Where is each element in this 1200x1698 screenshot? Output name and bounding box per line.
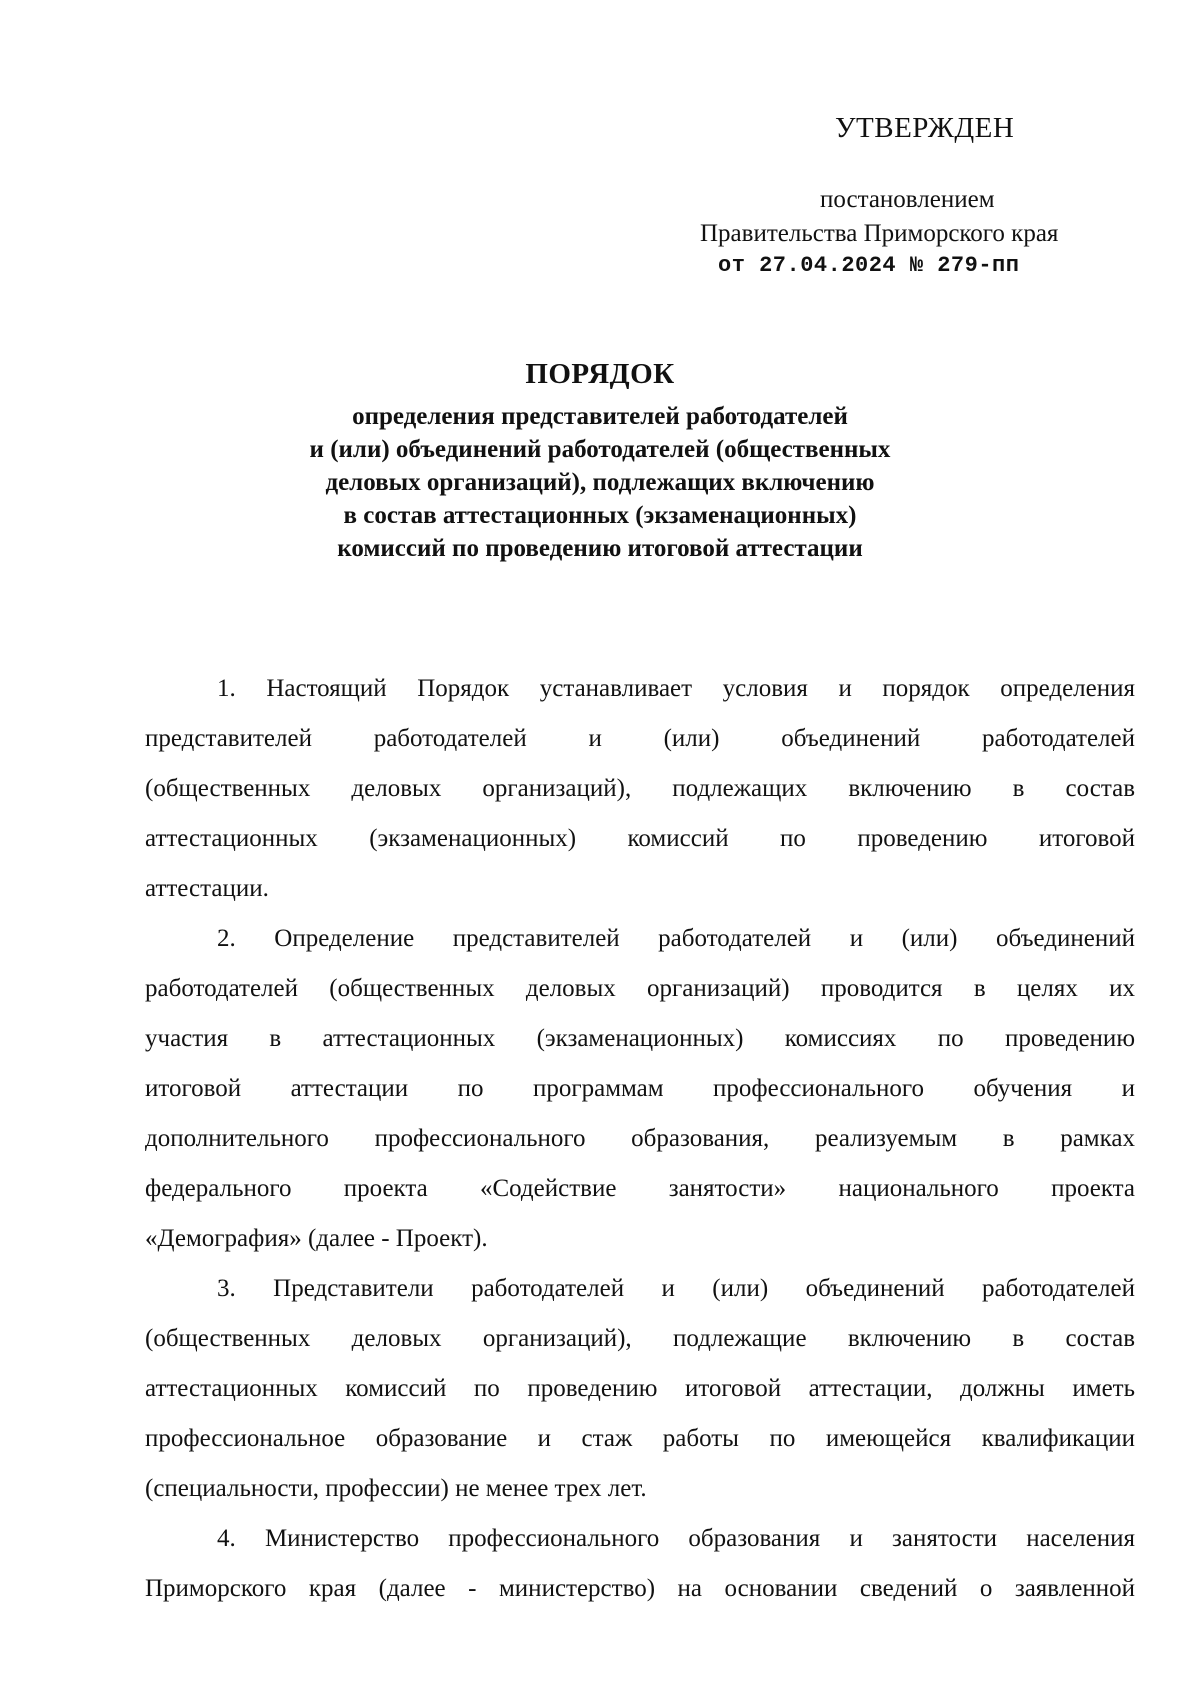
paragraph-line: (общественных деловых организаций), подлежащих включению в состав [145, 775, 1135, 802]
paragraph-line: (специальности, профессии) не менее трех лет. [145, 1475, 647, 1502]
paragraph-line: дополнительного профессионального образования, реализуемым в рамках [145, 1125, 1135, 1152]
paragraph-1 [145, 664, 1135, 914]
paragraph-line: представителей работодателей и (или) объединений работодателей [145, 725, 1135, 752]
subtitle-line: и (или) объединений работодателей (общественных [309, 436, 891, 463]
document-subtitle [0, 400, 1200, 565]
paragraph-2 [145, 914, 1135, 1264]
paragraph-line: аттестации. [145, 875, 269, 902]
paragraph-line: аттестационных (экзаменационных) комиссий по проведению итоговой [145, 825, 1135, 852]
paragraph-line: 3. Представители работодателей и (или) объединений работодателей [217, 1275, 1135, 1302]
document-body [145, 664, 1135, 1614]
subtitle-line: в состав аттестационных (экзаменационных) [343, 502, 857, 529]
paragraph-line: 2. Определение представителей работодателей и (или) объединений [217, 925, 1135, 952]
paragraph-line: 4. Министерство профессионального образования и занятости населения [217, 1525, 1135, 1552]
document-title: ПОРЯДОК [525, 358, 675, 390]
paragraph-line: участия в аттестационных (экзаменационных) комиссиях по проведению [145, 1025, 1135, 1052]
approval-line-resolution: постановлением [820, 186, 995, 213]
paragraph-line: федерального проекта «Содействие занятости» национального проекта [145, 1175, 1135, 1202]
paragraph-4 [145, 1514, 1135, 1614]
approval-title: УТВЕРЖДЕН [835, 112, 1015, 144]
paragraph-line: работодателей (общественных деловых организаций) проводится в целях их [145, 975, 1135, 1002]
paragraph-line: Приморского края (далее - министерство) на основании сведений о заявленной [145, 1575, 1135, 1602]
paragraph-line: «Демография» (далее - Проект). [145, 1225, 488, 1252]
approval-date-number-stamp: от 27.04.2024 № 279-пп [718, 253, 1020, 278]
paragraph-3 [145, 1264, 1135, 1514]
paragraph-line: аттестационных комиссий по проведению итоговой аттестации, должны иметь [145, 1375, 1135, 1402]
subtitle-line: определения представителей работодателей [352, 403, 848, 430]
paragraph-line: 1. Настоящий Порядок устанавливает условия и порядок определения [217, 675, 1135, 702]
paragraph-line: профессиональное образование и стаж работы по имеющейся квалификации [145, 1425, 1135, 1452]
approval-line-government: Правительства Приморского края [700, 220, 1059, 247]
subtitle-line: деловых организаций), подлежащих включению [325, 469, 875, 496]
paragraph-line: (общественных деловых организаций), подлежащие включению в состав [145, 1325, 1135, 1352]
paragraph-line: итоговой аттестации по программам профессионального обучения и [145, 1075, 1135, 1102]
subtitle-line: комиссий по проведению итоговой аттестации [337, 535, 863, 562]
